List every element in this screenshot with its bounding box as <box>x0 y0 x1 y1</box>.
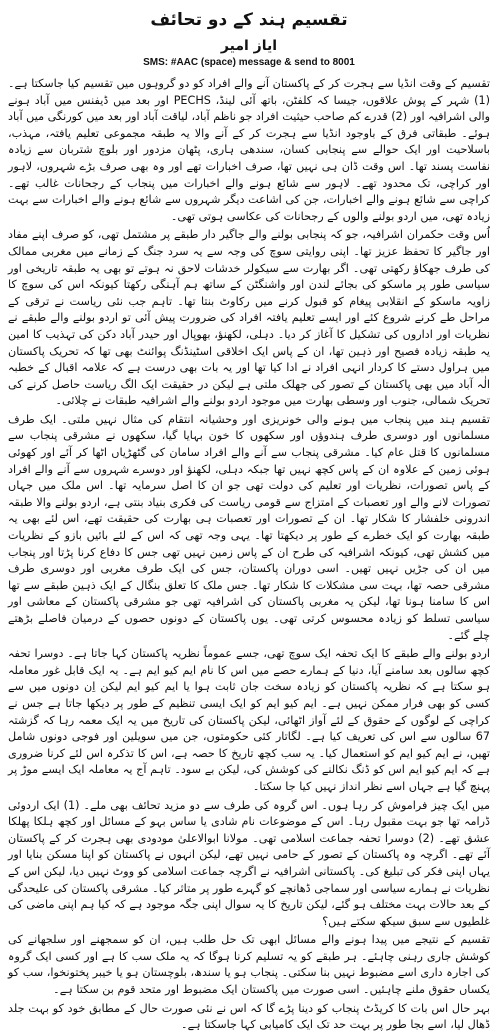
paragraph: تقسیم ہند میں پنجاب میں ہونے والی خونریزی اور وحشیانہ انتقام کی مثال نہیں ملتی۔ ایک طرف مسلمانوں اور دوسری طرف ہندوؤں اور سکھوں کا خون بہایا گیا، سکھوں نے مشرقی پنجاب سے مسلمانوں کا قتل عام کیا۔ مشرقی پنجاب سے آنے والے افراد سامان کی گٹھڑیاں اٹھا کر آئے اور کھوئی ہوئی زمین کے علاوہ ان کے پاس کچھ نہیں تھا جبکہ دہلی، لکھنؤ اور دوسرے شہروں سے آنے والے افراد کے پاس تصورات، نظریات اور تعلیم کی دولت تھی جو ان کا اصل سرمایہ تھا۔ اس ملک میں جہاں تصورات لانے والے اور تعصبات کے امتزاج سے قومی ریاست کی فکری بنیاد بنتی ہے، اردو بولنے والا طبقہ اندرونی خلفشار کا شکار تھا۔ ان کے تصورات اور تعصبات ہی بھارت کی حقیقت تھے، اس لئے بھی یہ طبقہ بھارت کو ایک خطرے کے طور پر دیکھتا تھا۔ یہی وجہ تھی کہ اس کے لئے بائیں بازو کے نظریات میں کشش تھی، کیونکہ اشرافیہ کی طرح ان کے پاس زمین نہیں تھی جس کا دفاع کرنا پڑتا اور پنجاب میں ان کی جڑیں نہیں تھیں۔ اسی دوران پاکستان، جس کی ایک طرف مغربی اور دوسری طرف مشرقی حصہ تھا، بہت سی مشکلات کا شکار تھا۔ جس ملک کا تعلق بنگال کے ایک ذہین طبقے سے تھا اس کا سامنا ہونا تھا، لیکن یہ مغربی پاکستان کی اشرافیہ تھی جو مشرقی پاکستان کے معاشی اور سیاسی تسلط کو زیادہ محسوس کرتی تھی۔ یوں پاکستان کے دونوں حصوں کے درمیان فاصلے بڑھتے چلے گئے۔ <box>8 412 490 642</box>
paragraph: تقسیم کے وقت انڈیا سے ہجرت کر کے پاکستان آنے والے افراد کو دو گروہوں میں تقسیم کیا جاسکتا ہے۔ (1) شہر کے پوش علاقوں، جیسا کہ کلفٹن، باتھ آئی لینڈ، PECHS اور بعد میں ڈیفنس میں آباد ہونے والی اشرافیہ اور (2) قدرے کم صاحب حیثیت افراد جو ناظم آباد، لیاقت آباد اور بعد میں کورنگی میں آباد ہوئے۔ طبقاتی فرق کے باوجود انڈیا سے ہجرت کر کے آنے والا یہ طبقہ مجموعی تعلیم یافتہ، مہذب، باسلاحیت اور ایک حوالے سے پنجابی کسان، سندھی ہاری، پٹھان مزدور اور بلوچ شتربان سے زیادہ نفاست پسند تھا۔ اس وقت ڈان ہی نہیں تھا، صرف اخبارات تھے اور وہ بھی صرف بڑے شہروں، لاہور اور کراچی، تک محدود تھے۔ لاہور سے شائع ہونے والے اخبارات میں پنجاب کے رجحانات غالب تھے۔ کراچی سے شائع ہونے والے اخبارات، جن کی اشاعت دیگر شہروں سے شائع ہونے والے اخبارات سے بہت زیادہ تھی، میں اردو بولنے والوں کے رجحانات کی عکاسی ہوتی تھی۔ <box>8 77 490 223</box>
paragraph: میں ایک چیز فراموش کر رہا ہوں۔ اس گروہ کی طرف سے دو مزید تحائف بھی ملے۔ (1) ایک اردوئی ڈرامہ تھا جو بہت مقبول رہا۔ اس کے موضوعات نام شادی یا ساس بہو کے مسائل اور کچھ ہلکا پھلکا عشق تھے۔ (2) دوسرا تحفہ جماعت اسلامی تھی۔ مولانا ابوالاعلیٰ مودودی بھی ہجرت کر کے پاکستان آئے تھے۔ اگرچہ وہ پاکستان کے تصور کے حامی نہیں تھے، لیکن انہوں نے پاکستان کو اپنا مسکن بنایا اور یہاں اپنی فکر کی تبلیغ کی۔ پاکستانی اشرافیہ نے اگرچہ جماعت اسلامی کو ووٹ نہیں دیا، لیکن اس کے نظریات نے ہمارے سیاسی اور سماجی ڈھانچے کو گہرے طور پر متاثر کیا۔ مشرقی پاکستان کی علیحدگی کے بعد حالات بہت مختلف ہو گئے، لیکن تاریخ کا یہ سوال اپنی جگہ موجود ہے کہ کیا ہم اپنی ماضی کی غلطیوں سے سبق سیکھ سکتے ہیں؟ <box>8 798 491 928</box>
article-title: تقسیم ہند کے دو تحائف <box>150 10 348 30</box>
paragraph: اُس وقت حکمران اشرافیہ، جو کہ پنجابی بولنے والے جاگیر دار طبقے پر مشتمل تھی، کو صرف اپنے مفاد اور جاگیر کا تحفظ عزیز تھا۔ اپنی روایتی سوچ کی وجہ سے یہ سرد جنگ کے زمانے میں مغربی ممالک کی طرف جھکاؤ رکھتی تھی۔ اگر بھارت سے سیکولر خدشات لاحق نہ ہوتے تو بھی یہ طبقہ تاریخی اور سیاسی طور پر ماسکو کی بجائے لندن اور واشنگٹن کے ساتھ ہم آہنگی رکھتا کیونکہ اس کی سوچ کا زاویہ ماسکو کے انقلابی پیغام کو قبول کرنے میں رکاوٹ بنتا تھا۔ تاہم جب نئی ریاست نے ترقی کے مراحل طے کرنے شروع کئے اور ایسے تعلیم یافتہ افراد کی ضرورت پیش آئی تو اردو بولنے والے طبقے نے نظریات اور اداروں کی تشکیل کا آغاز کر دیا۔ دہلی، لکھنؤ، بھوپال اور حیدر آباد دکن کی تہذیب کا امین یہ طبقہ زیادہ فصیح اور ذہین تھا، ان کے پاس ایک اخلاقی اسٹینڈنگ پوائنٹ بھی تھا کہ تحریک پاکستان میں ہراول دستے کا کردار انہی افراد نے ادا کیا تھا اور یہ بات بھی درست ہے کہ علامہ اقبال کے خطبہ الٰہ آباد میں بھی پاکستان کے تصور کی جھلک ملتی ہے لیکن در حقیقت ایک الگ ریاست حاصل کرنے کی تحریک شمالی، جنوب اور وسطی بھارت میں موجود اردو بولنے والے اشرافیہ طبقات نے چلائی۔ <box>8 228 490 408</box>
paragraph: بہر حال اس بات کا کریڈٹ پنجاب کو دینا پڑے گا کہ اس نے نئی صورت حال کے مطابق خود کو بہت جلد ڈھال لیا، اسے بجا طور پر بہت حد تک ایک کامیابی کہا جاسکتا ہے۔ <box>8 1001 490 1032</box>
author-name: ایاز امیر <box>220 38 278 54</box>
paragraph: تقسیم کے نتیجے میں پیدا ہونے والے مسائل ابھی تک حل طلب ہیں، ان کو سمجھنے اور سلجھانے کی کوشش جاری رہنی چاہئے۔ ہر طبقے کو یہ تسلیم کرنا ہوگا کہ یہ ملک سب کا ہے اور کسی ایک گروہ کی اجارہ داری اسے مضبوط نہیں بنا سکتی۔ پنجاب ہو یا سندھ، بلوچستان ہو یا خیبر پختونخوا، سب کو یکساں حقوق ملنے چاہئیں۔ اسی صورت میں پاکستان ایک مضبوط اور متحد قوم بن سکتا ہے۔ <box>8 933 490 997</box>
sms-instruction: SMS: #AAC (space) message & send to 8001 <box>143 57 355 68</box>
paragraph: اردو بولنے والے طبقے کا ایک تحفہ ایک سوچ تھی، جسے عموماً نظریہ پاکستان کہا جاتا ہے۔ دوسرا تحفہ کچھ سالوں بعد سامنے آیا، دنیا کے ہمارے حصے میں اس کا نام ایم کیو ایم ہے۔ یہ ایک قابل غور معاملہ ہو سکتا ہے کہ نظریہ پاکستان کو زیادہ سخت جان ثابت ہوا یا ایم کیو ایم لیکن اِن دونوں میں سے کسی کو بھی فرار ممکن نہیں ہے۔ ایم کیو ایم کو ایک ایسی تنظیم کے طور پر دیکھا جاتا ہے جس نے کراچی کے لوگوں کے حقوق کے لئے آواز اٹھائی، لیکن پاکستان کی تاریخ میں یہ ایک معمہ رہا کہ گزشتہ 67 سالوں سے اس کی تعریف کیا ہے۔ لگاتار کئی حکومتوں، جن میں سویلین اور فوجی دونوں شامل تھیں، نے ایم کیو ایم کو استعمال کیا۔ یہ سب کچھ تاریخ کا حصہ ہے، اس کا تذکرہ اس لئے کرنا ضروری ہے کہ ایم کیو ایم اس کو ڈنگ نکالنے کی کوشش کی، لیکن بے سود۔ تاہم آج یہ معاملہ ایک ایسے موڑ پر پہنچ گیا ہے جہاں اسے نظر انداز نہیں کیا جا سکتا۔ <box>8 647 490 793</box>
article-body <box>8 76 490 1034</box>
